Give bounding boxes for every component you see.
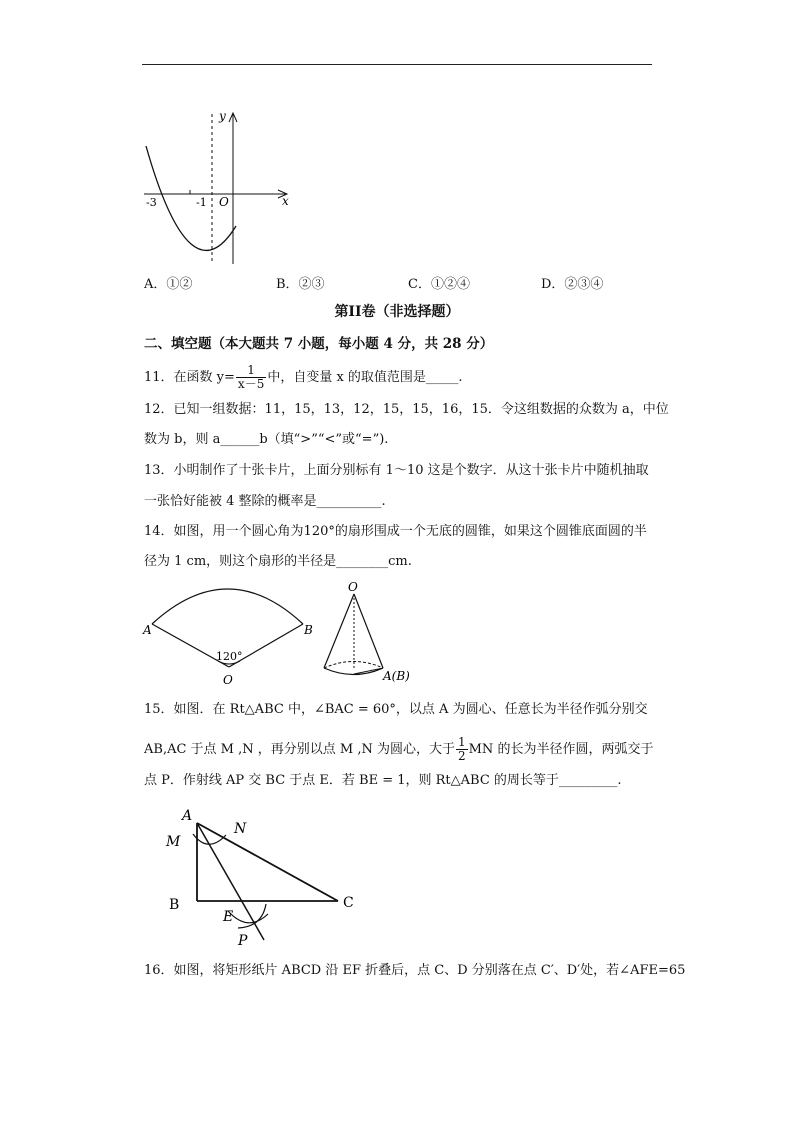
origin-label: O <box>219 195 229 209</box>
q15-fraction <box>456 736 468 763</box>
q11-fraction <box>236 364 266 391</box>
triangle-label-b: B <box>169 897 180 913</box>
cone-right-edge <box>354 594 383 668</box>
triangle-label-m: M <box>166 834 181 850</box>
cone-base-front <box>324 668 383 675</box>
q11-pre: 11．在函数 y= <box>144 370 235 385</box>
section-title: 第II卷（非选择题） <box>334 304 460 320</box>
question-12-line-1: 12．已知一组数据：11，15，13，12，15，15，16，15．令这组数据的众数为 a，中位 <box>144 402 669 417</box>
q15-frac-den: 2 <box>457 749 466 763</box>
cone-left-edge <box>324 594 354 668</box>
question-15-line-2 <box>144 736 653 763</box>
triangle-label-e: E <box>223 909 234 925</box>
option-b: B．②③ <box>276 277 325 292</box>
sector-arc <box>152 589 303 624</box>
question-15-line-1: 15．如图．在 Rt△ABC 中，∠BAC = 60°，以点 A 为圆心、任意长为半径作弧分别交 <box>144 702 648 717</box>
q15-line2-post: MN 的长为半径作圆，两弧交于 <box>468 742 654 757</box>
q11-numerator: 1 <box>236 364 266 378</box>
option-c: C．①②④ <box>408 277 470 292</box>
option-d: D．②③④ <box>541 277 604 292</box>
tick-label-neg3: -3 <box>146 196 157 209</box>
cone-figure <box>316 580 426 690</box>
side-ac <box>197 823 338 901</box>
question-12-line-2: 数为 b，则 a______b（填“>”“<”或“=”). <box>144 432 389 447</box>
question-14-line-2: 径为 1 cm，则这个扇形的半径是________cm. <box>144 554 412 569</box>
sector-figure <box>140 580 330 690</box>
sector-angle-label: 120° <box>216 650 243 663</box>
cone-label-o: O <box>348 580 358 594</box>
triangle-label-a: A <box>182 808 193 824</box>
sector-label-a: A <box>143 623 152 637</box>
option-a: A．①② <box>144 277 193 292</box>
tick-label-neg1: -1 <box>196 196 207 209</box>
sector-label-o: O <box>223 673 233 687</box>
question-14-line-1: 14．如图，用一个圆心角为120°的扇形围成一个无底的圆锥，如果这个圆锥底面圆的半 <box>144 524 647 539</box>
triangle-label-c: C <box>343 895 354 911</box>
parabola-graph <box>140 106 300 268</box>
header-rule <box>142 64 652 65</box>
triangle-label-n: N <box>234 821 247 837</box>
q11-denominator: x－5 <box>237 377 265 391</box>
y-label: y <box>219 109 226 123</box>
triangle-figure <box>160 800 370 952</box>
question-13-line-1: 13．小明制作了十张卡片，上面分别标有 1～10 这是个数字．从这十张卡片中随机抽取 <box>144 463 649 478</box>
section-heading: 二、填空题（本大题共 7 小题，每小题 4 分，共 28 分） <box>144 336 494 352</box>
question-15-line-3: 点 P．作射线 AP 交 BC 于点 E．若 BE = 1，则 Rt△ABC 的周长等于_________. <box>144 773 622 788</box>
question-16-line-1: 16．如图，将矩形纸片 ABCD 沿 EF 折叠后，点 C、D 分别落在点 C′、D′处，若∠AFE=65 <box>144 963 686 978</box>
q15-frac-num: 1 <box>457 735 466 749</box>
question-13-line-2: 一张恰好能被 4 整除的概率是__________. <box>144 494 386 509</box>
q11-post: 中，自变量 x 的取值范围是_____. <box>267 370 463 385</box>
triangle-label-p: P <box>238 933 248 949</box>
cone-label-ab: A(B) <box>383 669 410 683</box>
sector-label-b: B <box>304 623 313 637</box>
question-11 <box>144 364 463 391</box>
q15-line2-pre: AB,AC 于点 M ,N ，再分别以点 M ,N 为圆心，大于 <box>144 742 455 757</box>
x-label: x <box>282 194 289 208</box>
arc-p-2 <box>238 904 266 928</box>
